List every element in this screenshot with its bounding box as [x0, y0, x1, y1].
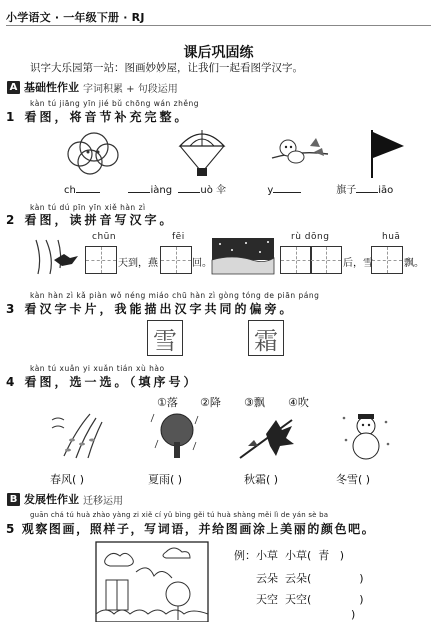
row2-word: 云朵 — [256, 572, 278, 585]
q1-blank-2[interactable] — [128, 182, 150, 193]
write-box-ru[interactable] — [280, 246, 312, 274]
char-card-xue[interactable]: 雪 — [147, 320, 183, 356]
q4-pinyin: kàn tú xuǎn yi xuǎn tián xù hào — [30, 364, 165, 373]
row2-close: ) — [359, 572, 364, 585]
section-a-name: 基础性作业 — [24, 81, 79, 94]
section-a-badge: A — [7, 81, 20, 94]
section-b-sub: 迁移运用 — [83, 495, 123, 507]
write-box-chun[interactable] — [85, 246, 117, 274]
section-a-sub: 字词积累 + 句段运用 — [83, 83, 178, 95]
winter-landscape-illustration — [212, 238, 274, 274]
fill-iang: iàng — [150, 185, 173, 196]
q1-blank-1[interactable] — [76, 182, 100, 193]
py-fei: fēi — [172, 232, 185, 242]
write-box-fei[interactable] — [160, 246, 192, 274]
q5-row-1 — [234, 547, 344, 563]
write-box-hua[interactable] — [371, 246, 403, 274]
fill-ch: ch — [64, 185, 76, 196]
section-b-name: 发展性作业 — [24, 493, 79, 506]
write-box-dong[interactable] — [310, 246, 342, 274]
fill-y: y — [267, 185, 274, 196]
swallow-willow-illustration — [32, 238, 80, 276]
row1-answer: 青 — [318, 549, 330, 562]
intro-text: 识字大乐园第一站：图画妙妙屋，让我们一起看图学汉字。 — [30, 62, 303, 74]
section-a-heading — [7, 79, 178, 95]
q5-row-4 — [351, 608, 355, 621]
q3-text: 3 看汉字卡片，我能描出汉字共同的偏旁。 — [6, 302, 295, 316]
summer-rain-tree-illustration — [150, 410, 204, 462]
q1-pinyin: kàn tú jiāng yīn jié bǔ chōng wán zhěng — [30, 99, 199, 108]
q4-option-4: ④吹 — [288, 396, 309, 409]
q2-pinyin: kàn tú dú pīn yīn xiě hàn zì — [30, 203, 146, 212]
monkey-climbing-illustration — [270, 132, 330, 172]
py-chun: chūn — [92, 232, 117, 242]
book-header: 小学语文 · 一年级下册 · RJ — [6, 11, 145, 24]
cloud-illustration — [62, 130, 122, 176]
q2-text-1: 天到，燕 — [118, 258, 158, 269]
q1-blank-5[interactable] — [356, 182, 378, 193]
row2-phrase: 云朵( — [285, 572, 312, 585]
section-b-heading — [7, 491, 123, 507]
q2-text-4: 飘。 — [404, 258, 424, 269]
q5-row-3 — [256, 591, 364, 607]
page-title: 课后巩固练 — [183, 45, 254, 61]
q4-option-2: ②降 — [200, 396, 221, 409]
example-prefix: 例： — [234, 549, 256, 562]
row1-word: 小草 — [256, 549, 278, 562]
q4-label-spring[interactable]: 春风( ) — [50, 473, 85, 486]
q4-text: 4 看图，选一选。（填序号） — [6, 375, 199, 389]
py-hua: huā — [382, 232, 401, 242]
row3-close: ) — [359, 593, 364, 606]
q3-pinyin: kàn hàn zì kǎ piàn wǒ néng miáo chū hàn zì gòng tóng de piān páng — [30, 291, 320, 300]
q5-row-2 — [256, 570, 364, 586]
coloring-picture-illustration[interactable] — [96, 542, 208, 622]
q5-text: 5 观察图画，照样子，写词语，并给图画涂上美丽的颜色吧。 — [6, 522, 376, 536]
q4-label-winter[interactable]: 冬雪( ) — [336, 473, 371, 486]
row3-phrase: 天空( — [285, 593, 312, 606]
row1-close: ) — [339, 549, 345, 562]
flag-illustration — [366, 128, 406, 180]
q2-text-2: 回。 — [192, 258, 212, 269]
q2-text: 2 看图，读拼音写汉字。 — [6, 213, 175, 227]
q1-fill-row — [64, 181, 393, 196]
py-rudong: rù dōng — [291, 232, 330, 242]
q1-blank-3[interactable] — [178, 182, 200, 193]
row1-phrase: 小草( — [285, 549, 312, 562]
q1-text: 1 看图，将音节补充完整。 — [6, 110, 190, 124]
q5-pinyin: guān chá tú huà zhào yàng zi xiě cí yǔ bìng gěi tú huà shàng měi lì de yán sè ba — [30, 511, 329, 519]
winter-snowman-illustration — [338, 410, 394, 462]
parachute-illustration — [176, 128, 228, 178]
fill-uo-san: uò 伞 — [200, 185, 227, 196]
spring-wind-willow-illustration — [50, 410, 112, 462]
q4-label-autumn[interactable]: 秋霜( ) — [244, 473, 279, 486]
q1-blank-4[interactable] — [273, 182, 301, 193]
section-b-badge: B — [7, 493, 20, 506]
row4-close: ) — [351, 608, 356, 621]
q2-text-3: 后，雪 — [343, 258, 373, 269]
q4-option-1: ①落 — [157, 396, 178, 409]
header-rule — [6, 25, 431, 26]
fill-iao: iāo — [378, 185, 394, 196]
row3-word: 天空 — [256, 593, 278, 606]
fill-qizi: 旗子 — [336, 185, 357, 196]
q4-label-summer[interactable]: 夏雨( ) — [148, 473, 183, 486]
q4-option-3: ③飘 — [244, 396, 265, 409]
autumn-frost-leaf-illustration — [236, 412, 296, 462]
char-card-shuang[interactable]: 霜 — [248, 320, 284, 356]
